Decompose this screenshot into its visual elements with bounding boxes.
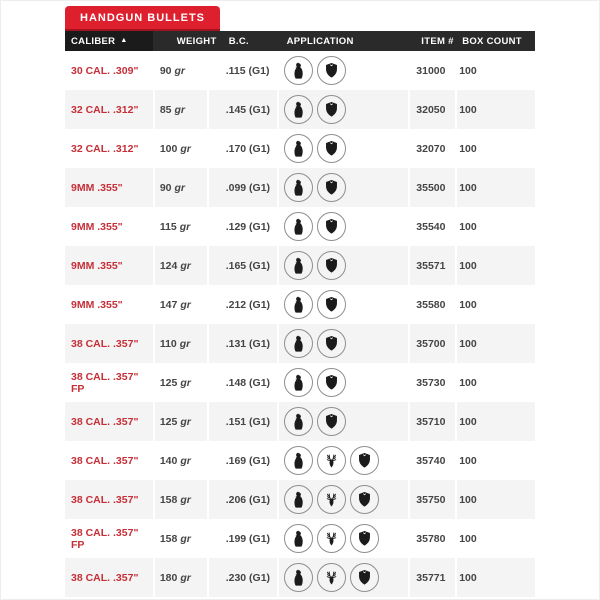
application-icons <box>284 173 346 202</box>
application-icons <box>284 446 379 475</box>
bc-value: .165 (G1) <box>225 259 271 272</box>
weight-value: 100 <box>159 142 178 155</box>
varmint-icon <box>284 485 313 514</box>
shield-icon <box>350 524 379 553</box>
caliber-cell <box>65 168 153 207</box>
table-row <box>65 207 535 246</box>
application-icons <box>284 407 346 436</box>
deer-icon <box>317 524 346 553</box>
box-count-cell <box>457 90 535 129</box>
item-number-cell <box>410 246 455 285</box>
box-count-cell <box>457 207 535 246</box>
column-header-bc[interactable] <box>209 31 277 51</box>
varmint-icon <box>284 134 313 163</box>
varmint-icon <box>284 251 313 280</box>
bc-value: .115 (G1) <box>225 64 270 77</box>
deer-icon <box>317 446 346 475</box>
weight-unit: gr <box>180 532 191 545</box>
weight-unit: gr <box>174 103 185 116</box>
table-body <box>65 51 535 597</box>
deer-icon <box>317 485 346 514</box>
application-cell <box>279 51 409 90</box>
bc-cell <box>209 558 277 597</box>
caliber-cell <box>65 285 153 324</box>
column-header-label: CALIBER <box>71 35 116 47</box>
weight-unit: gr <box>179 337 191 350</box>
application-icons <box>284 290 346 319</box>
item-number-cell <box>410 90 455 129</box>
bc-cell <box>209 480 277 519</box>
varmint-icon <box>284 446 313 475</box>
weight-unit: gr <box>180 142 191 155</box>
varmint-icon <box>284 407 313 436</box>
application-icons <box>284 134 346 163</box>
weight-unit: gr <box>179 220 191 233</box>
table-row <box>65 90 535 129</box>
weight-cell <box>155 90 207 129</box>
shield-icon <box>350 563 379 592</box>
caliber-cell <box>65 441 153 480</box>
shield-icon <box>317 368 346 397</box>
box-count-cell <box>457 441 535 480</box>
application-cell <box>279 246 409 285</box>
weight-value: 110 <box>159 337 177 350</box>
shield-icon <box>317 134 346 163</box>
box-count-value: 100 <box>459 376 477 389</box>
bc-cell <box>209 519 277 558</box>
caliber-link[interactable]: 38 CAL. .357" <box>71 493 139 506</box>
weight-cell <box>155 363 207 402</box>
bc-cell <box>209 90 277 129</box>
application-icons <box>284 329 346 358</box>
column-header-label: WEIGHT <box>176 35 217 47</box>
column-header-box[interactable] <box>457 31 535 51</box>
application-cell <box>279 441 409 480</box>
box-count-value: 100 <box>459 298 477 311</box>
item-number-cell <box>410 324 455 363</box>
table-row <box>65 51 535 90</box>
bc-value: .148 (G1) <box>225 376 271 389</box>
weight-value: 124 <box>159 259 178 272</box>
caliber-link[interactable]: 32 CAL. .312" <box>71 142 139 155</box>
bc-cell <box>209 363 277 402</box>
caliber-link[interactable]: 38 CAL. .357" <box>71 337 139 350</box>
weight-unit: gr <box>174 64 185 77</box>
application-icons <box>284 524 379 553</box>
shield-icon <box>317 407 346 436</box>
application-icons <box>284 485 379 514</box>
caliber-link[interactable]: 30 CAL. .309" <box>71 64 139 77</box>
weight-cell <box>155 402 207 441</box>
shield-icon <box>350 485 379 514</box>
weight-value: 180 <box>159 571 178 584</box>
shield-icon <box>317 251 346 280</box>
item-number-cell <box>410 519 455 558</box>
weight-value: 125 <box>159 415 178 428</box>
caliber-link[interactable]: 38 CAL. .357" <box>71 454 139 467</box>
weight-cell <box>155 324 207 363</box>
caliber-link[interactable]: 38 CAL. .357" FP <box>71 370 139 395</box>
shield-icon <box>317 290 346 319</box>
box-count-cell <box>457 558 535 597</box>
box-count-cell <box>457 51 535 90</box>
application-icons <box>284 251 346 280</box>
bc-cell <box>209 246 277 285</box>
box-count-value: 100 <box>459 532 477 545</box>
bc-value: .230 (G1) <box>225 571 271 584</box>
varmint-icon <box>284 212 313 241</box>
box-count-value: 100 <box>459 142 477 155</box>
varmint-icon <box>284 329 313 358</box>
column-header-label: ITEM # <box>421 35 454 47</box>
application-icons <box>284 212 346 241</box>
caliber-link[interactable]: 38 CAL. .357" <box>71 571 139 584</box>
caliber-link[interactable]: 9MM .355" <box>71 298 123 311</box>
application-cell <box>279 324 409 363</box>
varmint-icon <box>284 524 313 553</box>
caliber-cell <box>65 519 153 558</box>
item-number-value: 35580 <box>416 298 446 311</box>
item-number-value: 35780 <box>416 532 446 545</box>
item-number-value: 31000 <box>416 64 446 77</box>
weight-value: 140 <box>159 454 178 467</box>
box-count-cell <box>457 129 535 168</box>
bc-value: .129 (G1) <box>225 220 271 233</box>
application-icons <box>284 368 346 397</box>
application-cell <box>279 480 409 519</box>
column-header-label: APPLICATION <box>286 35 354 47</box>
weight-cell <box>155 558 207 597</box>
bc-value: .151 (G1) <box>225 415 271 428</box>
column-header-label: BOX COUNT <box>462 35 522 47</box>
item-number-cell <box>410 207 455 246</box>
weight-cell <box>155 441 207 480</box>
table-row <box>65 363 535 402</box>
column-header-application[interactable] <box>279 31 409 51</box>
weight-cell <box>155 207 207 246</box>
box-count-cell <box>457 519 535 558</box>
item-number-cell <box>410 558 455 597</box>
weight-cell <box>155 168 207 207</box>
table-row <box>65 558 535 597</box>
table-row <box>65 402 535 441</box>
application-cell <box>279 90 409 129</box>
caliber-cell <box>65 207 153 246</box>
bc-value: .145 (G1) <box>225 103 271 116</box>
weight-cell <box>155 285 207 324</box>
weight-cell <box>155 480 207 519</box>
shield-icon <box>317 212 346 241</box>
deer-icon <box>317 563 346 592</box>
box-count-value: 100 <box>459 337 477 350</box>
caliber-link[interactable]: 9MM .355" <box>71 181 123 194</box>
application-cell <box>279 558 409 597</box>
application-cell <box>279 129 409 168</box>
table-row <box>65 168 535 207</box>
item-number-value: 35500 <box>416 181 446 194</box>
box-count-value: 100 <box>459 64 477 77</box>
varmint-icon <box>284 173 313 202</box>
item-number-value: 35740 <box>416 454 446 467</box>
varmint-icon <box>284 95 313 124</box>
caliber-link[interactable]: 38 CAL. .357" <box>71 415 139 428</box>
varmint-icon <box>284 56 313 85</box>
tab-handgun-bullets[interactable]: HANDGUN BULLETS <box>65 6 220 31</box>
table-row <box>65 246 535 285</box>
column-header-weight[interactable] <box>155 31 217 51</box>
bc-value: .206 (G1) <box>225 493 271 506</box>
caliber-link[interactable]: 38 CAL. .357" FP <box>71 526 139 551</box>
bullets-section <box>65 6 535 597</box>
weight-unit: gr <box>174 181 185 194</box>
item-number-value: 35710 <box>416 415 446 428</box>
caliber-cell <box>65 246 153 285</box>
caliber-cell <box>65 558 153 597</box>
application-cell <box>279 168 409 207</box>
column-header-item[interactable] <box>410 31 455 51</box>
item-number-value: 35700 <box>416 337 446 350</box>
item-number-value: 32070 <box>416 142 446 155</box>
item-number-value: 32050 <box>416 103 446 116</box>
table-row <box>65 129 535 168</box>
item-number-value: 35750 <box>416 493 446 506</box>
table-row <box>65 441 535 480</box>
item-number-cell <box>410 480 455 519</box>
box-count-value: 100 <box>459 571 477 584</box>
bc-value: .099 (G1) <box>225 181 271 194</box>
item-number-cell <box>410 285 455 324</box>
bc-cell <box>209 168 277 207</box>
bc-cell <box>209 285 277 324</box>
box-count-value: 100 <box>459 220 477 233</box>
bc-value: .199 (G1) <box>225 532 271 545</box>
item-number-cell <box>410 168 455 207</box>
application-cell <box>279 402 409 441</box>
weight-value: 158 <box>159 493 178 506</box>
box-count-value: 100 <box>459 103 477 116</box>
item-number-cell <box>410 51 455 90</box>
application-icons <box>284 95 346 124</box>
table-row <box>65 324 535 363</box>
box-count-value: 100 <box>459 454 477 467</box>
bc-value: .131 (G1) <box>225 337 271 350</box>
weight-value: 125 <box>159 376 178 389</box>
caliber-cell <box>65 402 153 441</box>
table-row <box>65 480 535 519</box>
varmint-icon <box>284 563 313 592</box>
weight-unit: gr <box>180 259 191 272</box>
box-count-value: 100 <box>459 181 477 194</box>
table-row <box>65 285 535 324</box>
bc-cell <box>209 441 277 480</box>
weight-value: 90 <box>159 181 172 194</box>
sort-ascending-icon: ▲ <box>120 36 128 44</box>
weight-value: 90 <box>159 64 172 77</box>
caliber-cell <box>65 90 153 129</box>
column-header-label: B.C. <box>228 35 249 47</box>
caliber-cell <box>65 129 153 168</box>
box-count-value: 100 <box>459 493 477 506</box>
caliber-link[interactable]: 32 CAL. .312" <box>71 103 139 116</box>
column-header-caliber[interactable] <box>65 31 153 51</box>
caliber-link[interactable]: 9MM .355" <box>71 259 123 272</box>
bc-cell <box>209 324 277 363</box>
weight-value: 85 <box>159 103 172 116</box>
item-number-value: 35771 <box>416 571 446 584</box>
bc-value: .169 (G1) <box>225 454 271 467</box>
weight-value: 158 <box>159 532 178 545</box>
weight-cell <box>155 51 207 90</box>
application-cell <box>279 363 409 402</box>
caliber-cell <box>65 51 153 90</box>
weight-cell <box>155 129 207 168</box>
application-cell <box>279 207 409 246</box>
weight-cell <box>155 519 207 558</box>
box-count-value: 100 <box>459 415 477 428</box>
box-count-cell <box>457 480 535 519</box>
weight-unit: gr <box>180 376 191 389</box>
box-count-cell <box>457 363 535 402</box>
box-count-cell <box>457 402 535 441</box>
shield-icon <box>317 173 346 202</box>
weight-unit: gr <box>180 298 191 311</box>
bc-cell <box>209 129 277 168</box>
item-number-cell <box>410 129 455 168</box>
caliber-cell <box>65 480 153 519</box>
box-count-cell <box>457 246 535 285</box>
bc-cell <box>209 207 277 246</box>
bc-cell <box>209 51 277 90</box>
bc-value: .212 (G1) <box>225 298 271 311</box>
application-icons <box>284 56 346 85</box>
application-cell <box>279 519 409 558</box>
box-count-cell <box>457 324 535 363</box>
varmint-icon <box>284 290 313 319</box>
weight-value: 115 <box>159 220 177 233</box>
box-count-value: 100 <box>459 259 477 272</box>
item-number-cell <box>410 402 455 441</box>
shield-icon <box>317 329 346 358</box>
table-row <box>65 519 535 558</box>
item-number-value: 35571 <box>416 259 446 272</box>
weight-unit: gr <box>180 454 191 467</box>
item-number-cell <box>410 363 455 402</box>
bc-value: .170 (G1) <box>225 142 271 155</box>
shield-icon <box>350 446 379 475</box>
bc-cell <box>209 402 277 441</box>
caliber-cell <box>65 363 153 402</box>
weight-unit: gr <box>180 571 191 584</box>
weight-cell <box>155 246 207 285</box>
weight-unit: gr <box>180 493 191 506</box>
item-number-cell <box>410 441 455 480</box>
item-number-value: 35540 <box>416 220 446 233</box>
application-cell <box>279 285 409 324</box>
bullets-table <box>65 31 535 597</box>
weight-unit: gr <box>180 415 191 428</box>
weight-value: 147 <box>159 298 178 311</box>
box-count-cell <box>457 285 535 324</box>
item-number-value: 35730 <box>416 376 446 389</box>
caliber-cell <box>65 324 153 363</box>
application-icons <box>284 563 379 592</box>
table-header-row <box>65 31 535 51</box>
shield-icon <box>317 95 346 124</box>
shield-icon <box>317 56 346 85</box>
varmint-icon <box>284 368 313 397</box>
caliber-link[interactable]: 9MM .355" <box>71 220 123 233</box>
box-count-cell <box>457 168 535 207</box>
